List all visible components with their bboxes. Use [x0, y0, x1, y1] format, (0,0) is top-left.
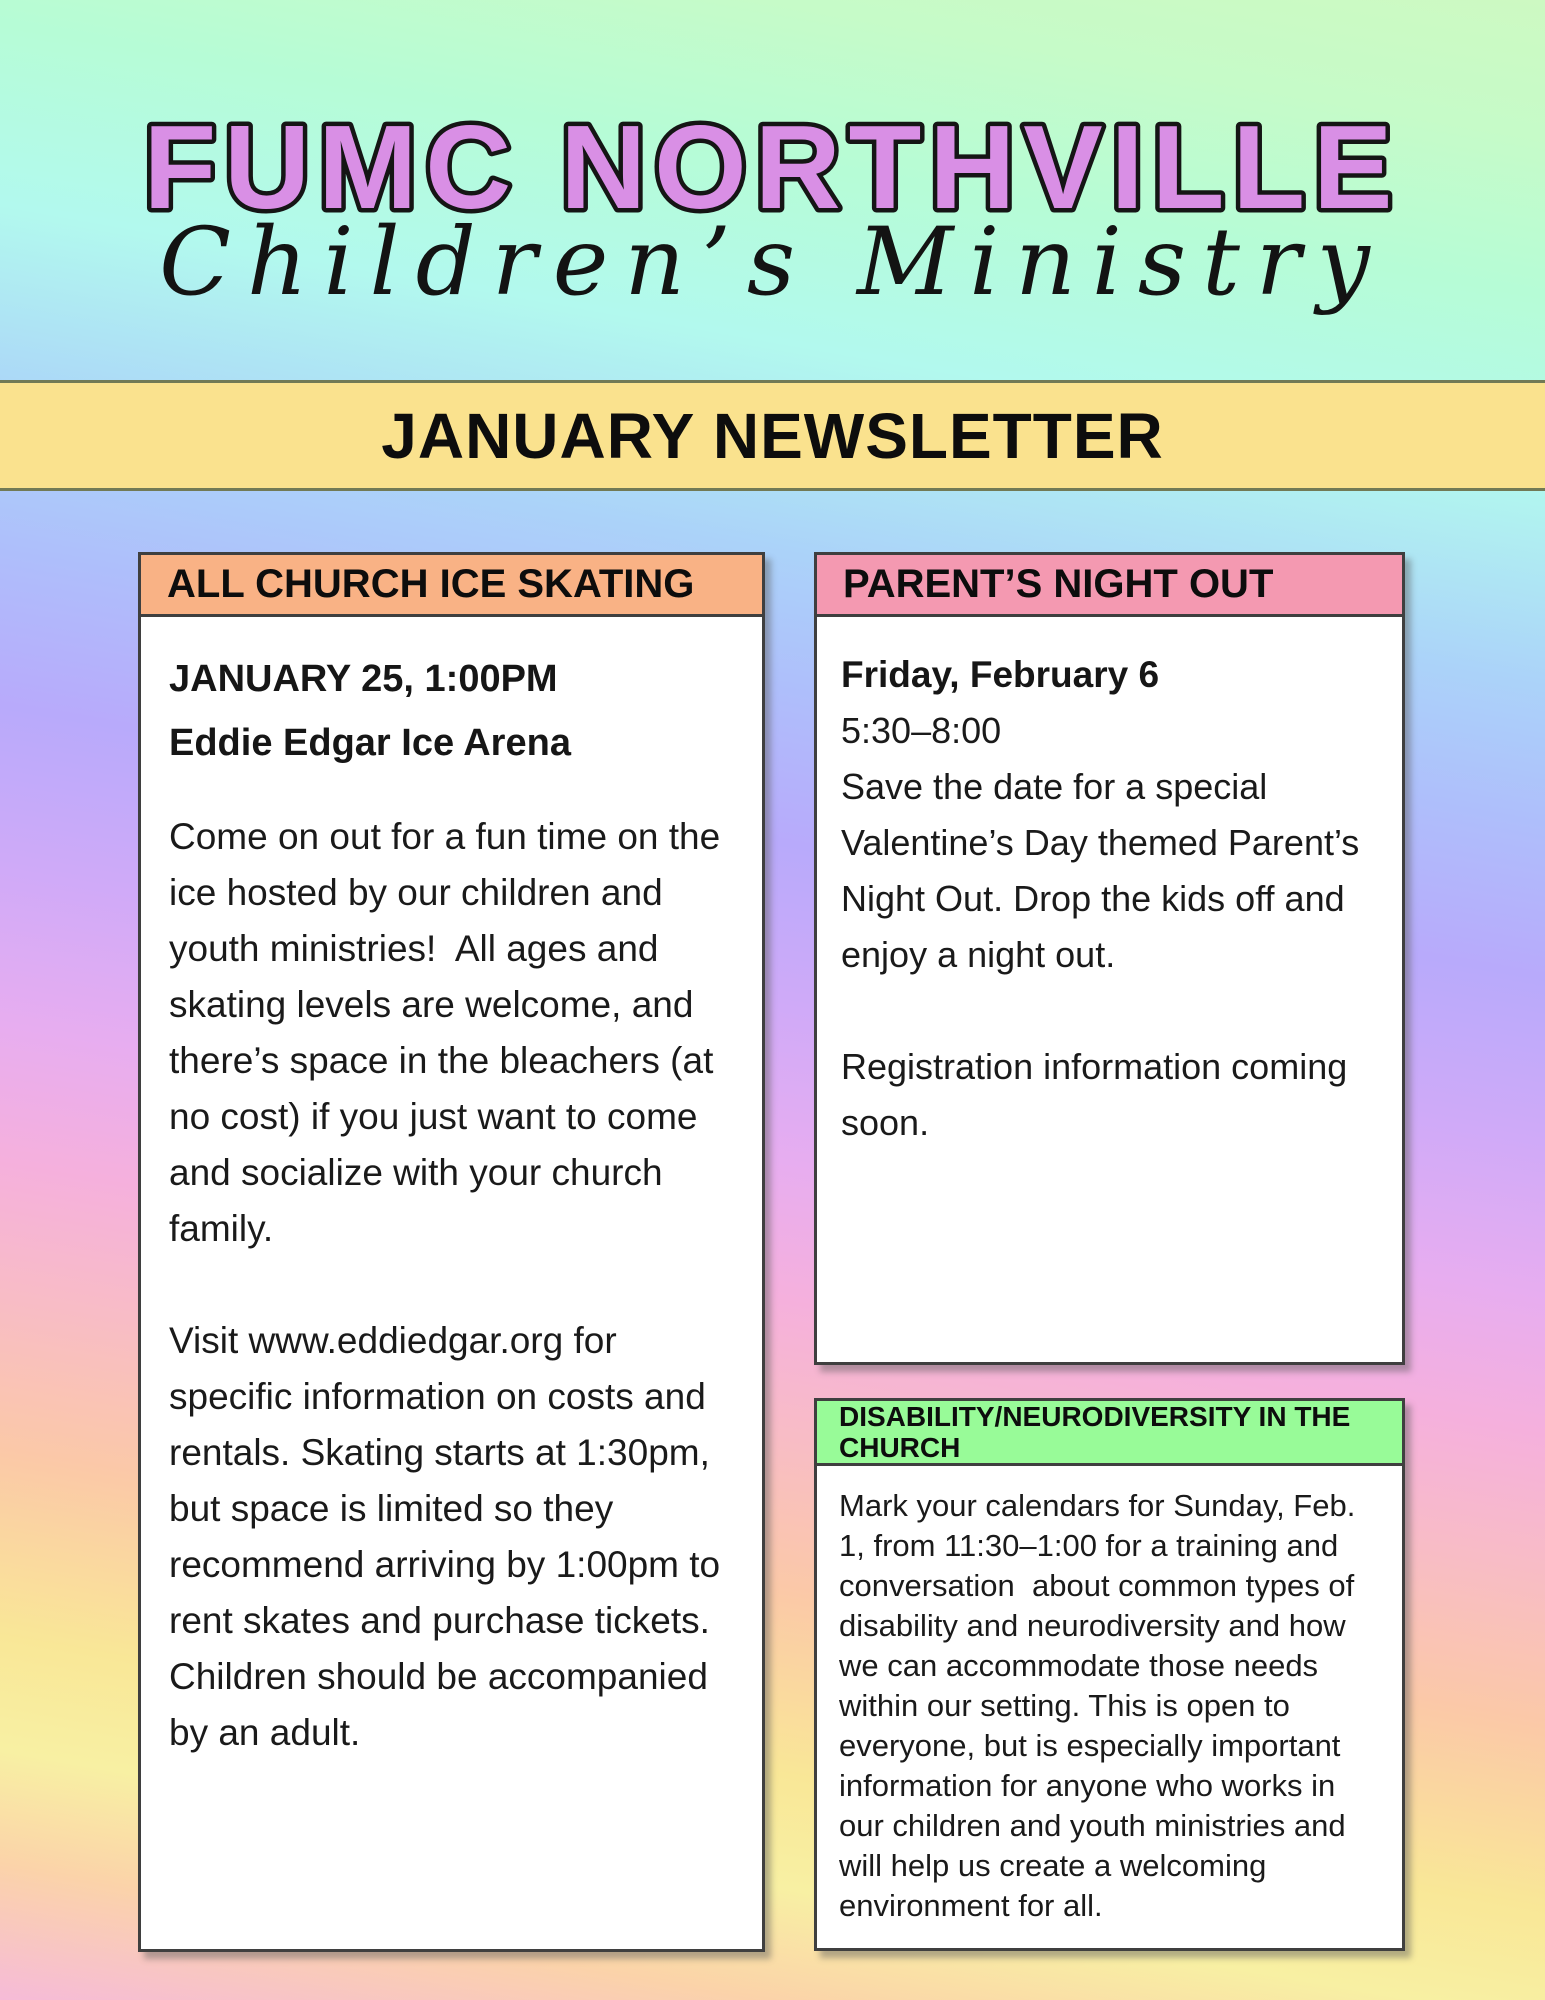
- banner-title: JANUARY NEWSLETTER: [381, 399, 1164, 472]
- parents-night-paragraph-1: Save the date for a special Valentine’s Day themed Parent’s Night Out. Drop the kids off and enjoy a night out.: [841, 766, 1370, 975]
- disability-header-bar: [817, 1401, 1402, 1466]
- disability-section: [814, 1398, 1405, 1951]
- masthead: [0, 60, 1545, 230]
- ice-skating-paragraph-2: Visit www.eddiedgar.org for specific information on costs and rentals. Skating starts at 1:30pm, but space is limited so they recommend arriving by 1:00pm to rent skates and purchase tickets. Children should be accompanied by an adult.: [169, 1320, 731, 1753]
- parents-night-content: [817, 617, 1402, 1151]
- ice-skating-date: JANUARY 25, 1:00PM: [169, 658, 558, 700]
- parents-night-date: Friday, February 6: [841, 654, 1160, 695]
- ice-skating-content: [141, 617, 762, 1761]
- parents-night-paragraph-2: Registration information coming soon.: [841, 1046, 1358, 1143]
- parents-night-header: PARENT’S NIGHT OUT: [843, 562, 1274, 606]
- disability-body: Mark your calendars for Sunday, Feb. 1, from 11:30–1:00 for a training and conversation about common types of disability and neurodiversity and how we can accommodate those needs within our setting. This is open to everyone, but is especially important information for anyone who works in our children and youth ministries and will help us create a welcoming environment for all.: [839, 1488, 1364, 1923]
- ice-skating-header-bar: [141, 555, 762, 617]
- newsletter-banner: [0, 380, 1545, 491]
- disability-header: DISABILITY/NEURODIVERSITY IN THE CHURCH: [839, 1401, 1351, 1463]
- parents-night-header-bar: [817, 555, 1402, 617]
- ice-skating-location: Eddie Edgar Ice Arena: [169, 722, 571, 764]
- ice-skating-paragraph-1: Come on out for a fun time on the ice hosted by our children and youth ministries! All ages and skating levels are welcome, and there’s space in the bleachers (at no cost) if you just want to come and socialize with your church family.: [169, 816, 731, 1249]
- page-subtitle: Children’s Ministry: [159, 208, 1386, 317]
- ice-skating-header: ALL CHURCH ICE SKATING: [167, 562, 695, 606]
- disability-content: [817, 1466, 1402, 1926]
- ice-skating-section: [138, 552, 765, 1952]
- parents-night-time: 5:30–8:00: [841, 710, 1002, 751]
- page-title: FUMC NORTHVILLE: [143, 101, 1401, 230]
- parents-night-section: [814, 552, 1405, 1365]
